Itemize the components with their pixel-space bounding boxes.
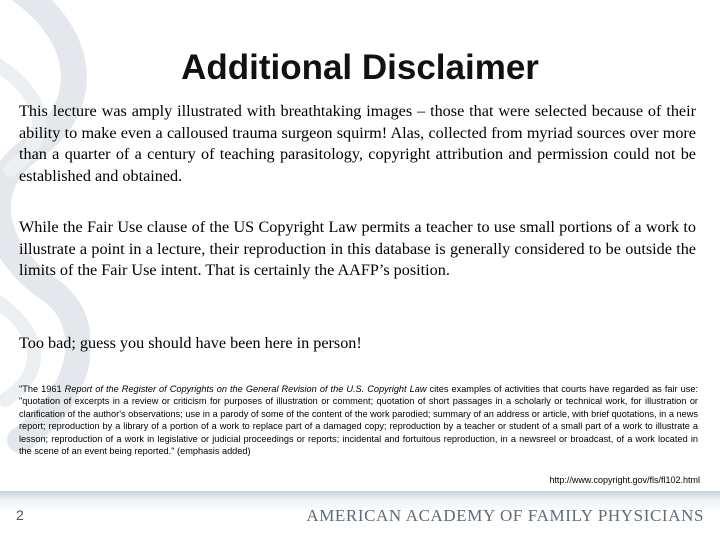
page-number: 2 — [16, 507, 24, 523]
fair-use-footnote — [19, 383, 698, 457]
source-url: http://www.copyright.gov/fls/fl102.html — [549, 475, 700, 485]
footnote-report-title: Report of the Register of Copyrights on the General Revision of the U.S. Copyright Law — [64, 384, 427, 394]
footnote-body: cites examples of activities that courts have regarded as fair use: "quotation of excerpts in a review or criticism for purposes of illustration or comment; quotation of short passages in a scholarly or technical work, for illustration or clarification of the author's observations; use in a parody of some of the content of the work parodied; summary of an address or article, with brief quotations, in a news report; reproduction by a library of a portion of a work to replace part of a damaged copy; reproduction by a teacher or student of a small part of a work to illustrate a lesson; reproduction of a work in legislative or judicial proceedings or reports; incidental and fortuitous reproduction, in a newsreel or broadcast, of a work located in the scene of an event being reported." (emphasis added) — [19, 384, 699, 457]
page-title: Additional Disclaimer — [181, 48, 539, 87]
fair-use-paragraph: While the Fair Use clause of the US Copyright Law permits a teacher to use small portions of a work to illustrate a point in a lecture, their reproduction in this database is generally considered to be outside the limits of the Fair Use intent. That is certainly the AAFP’s position. — [19, 218, 696, 279]
footnote-prefix: "The 1961 — [19, 384, 65, 394]
disclaimer-paragraph-1: This lecture was amply illustrated with breathtaking images – those that were selected because of their ability to make even a calloused trauma surgeon squirm! Alas, collected from myriad sources over more than a quarter of a century of teaching parasitology, copyright attribution and permission could not be established and obtained. — [19, 102, 696, 185]
closing-remark: Too bad; guess you should have been here in person! — [19, 334, 362, 352]
organization-logo-text: AMERICAN ACADEMY OF FAMILY PHYSICIANS — [306, 506, 704, 525]
